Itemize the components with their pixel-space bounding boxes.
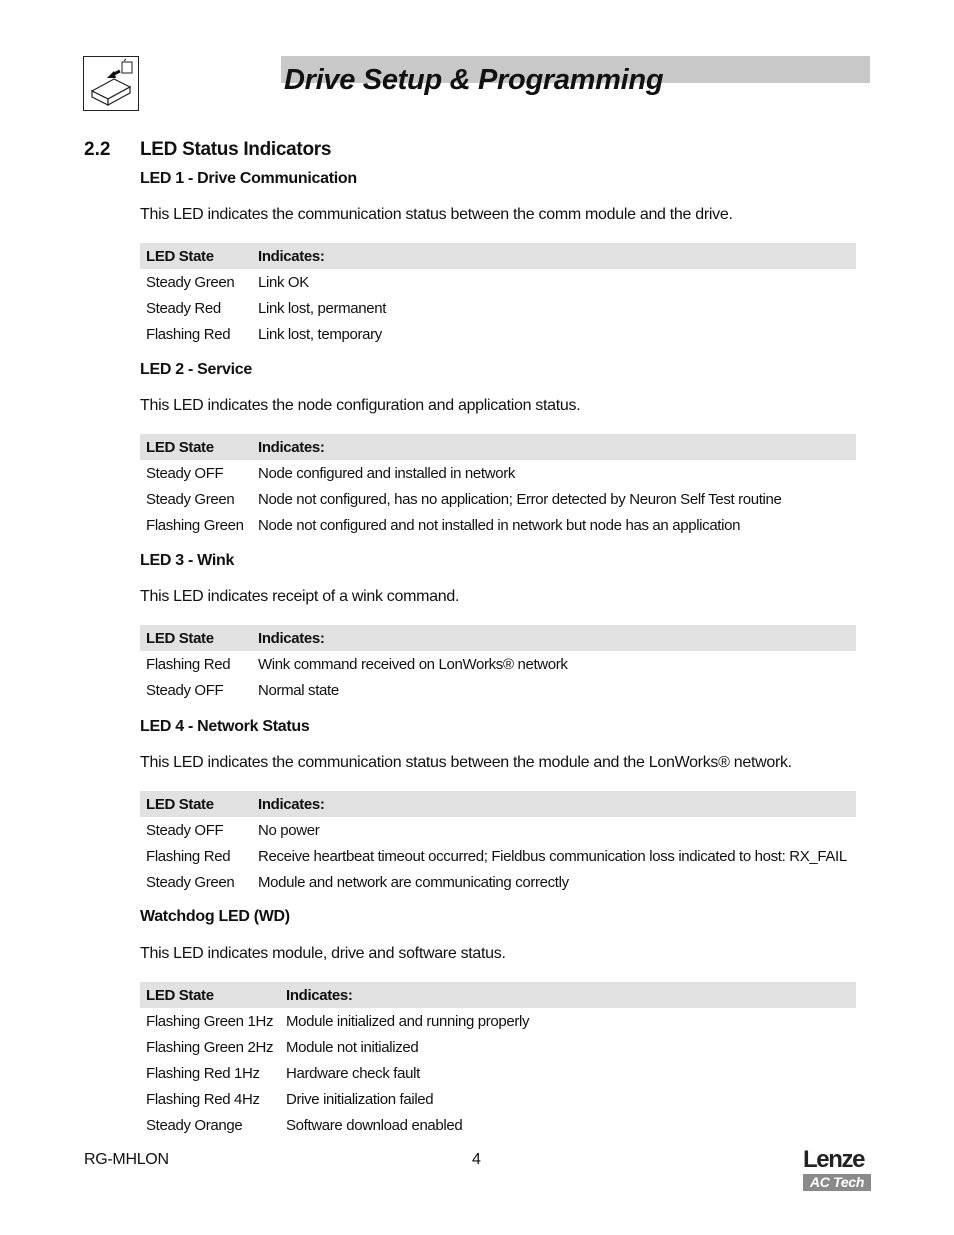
table-row <box>140 1086 856 1112</box>
col-indicates: Indicates: <box>252 243 856 269</box>
led-state: Steady Red <box>146 299 221 317</box>
led-indicates: Normal state <box>258 681 339 699</box>
led-indicates: Link OK <box>258 273 309 291</box>
led-state: Steady Green <box>146 873 235 891</box>
table-row <box>140 486 856 512</box>
table-row <box>140 651 856 677</box>
led4-heading: LED 4 - Network Status <box>140 718 310 735</box>
col-led-state: LED State <box>140 625 252 651</box>
table-header-row <box>140 982 856 1008</box>
table-header-row <box>140 243 856 269</box>
led-indicates: Node configured and installed in network <box>258 464 516 482</box>
led-state: Flashing Red 1Hz <box>146 1064 260 1082</box>
logo-wordmark: Lenze <box>803 1146 865 1173</box>
col-indicates: Indicates: <box>280 982 856 1008</box>
table-row <box>140 269 856 295</box>
page-title: Drive Setup & Programming <box>284 64 664 96</box>
led-indicates: Receive heartbeat timeout occurred; Fieldbus communication loss indicated to host: RX_FAIL <box>258 847 847 865</box>
col-indicates: Indicates: <box>252 434 856 460</box>
led-state: Steady OFF <box>146 681 224 699</box>
logo-subtitle: AC Tech <box>803 1174 871 1191</box>
led-state: Flashing Green 2Hz <box>146 1038 274 1056</box>
led-indicates: Drive initialization failed <box>286 1090 434 1108</box>
led-state: Flashing Red <box>146 655 231 673</box>
led-state: Flashing Green 1Hz <box>146 1012 274 1030</box>
col-led-state: LED State <box>140 791 252 817</box>
led3-description: This LED indicates receipt of a wink command. <box>140 588 460 605</box>
led1-heading: LED 1 - Drive Communication <box>140 170 357 187</box>
led-state: Steady OFF <box>146 464 224 482</box>
col-indicates: Indicates: <box>252 625 856 651</box>
col-led-state: LED State <box>140 982 280 1008</box>
led-state: Steady Green <box>146 490 235 508</box>
led-indicates: Wink command received on LonWorks® network <box>258 655 568 673</box>
table-row <box>140 843 856 869</box>
led-indicates: Node not configured, has no application; Error detected by Neuron Self Test routine <box>258 490 782 508</box>
led2-heading: LED 2 - Service <box>140 361 253 378</box>
document-id: RG-MHLON <box>84 1151 169 1168</box>
led-indicates: Link lost, temporary <box>258 325 382 343</box>
led-indicates: Hardware check fault <box>286 1064 420 1082</box>
table-row <box>140 512 856 538</box>
page-number: 4 <box>472 1151 481 1168</box>
led1-description: This LED indicates the communication status between the comm module and the drive. <box>140 206 733 223</box>
wd-heading: Watchdog LED (WD) <box>140 908 290 925</box>
led-state: Steady OFF <box>146 821 224 839</box>
lenze-logo <box>803 1148 871 1191</box>
led4-description: This LED indicates the communication status between the module and the LonWorks® network. <box>140 754 792 771</box>
led-indicates: Link lost, permanent <box>258 299 387 317</box>
table-row <box>140 869 856 895</box>
module-install-icon <box>83 56 139 111</box>
led-state: Steady Orange <box>146 1116 243 1134</box>
wd-table <box>140 982 856 1138</box>
led3-heading: LED 3 - Wink <box>140 552 235 569</box>
led2-table <box>140 434 856 538</box>
col-indicates: Indicates: <box>252 791 856 817</box>
led-state: Steady Green <box>146 273 235 291</box>
led4-table <box>140 791 856 895</box>
led-indicates: Module and network are communicating correctly <box>258 873 569 891</box>
led-indicates: No power <box>258 821 320 839</box>
col-led-state: LED State <box>140 243 252 269</box>
led-indicates: Software download enabled <box>286 1116 463 1134</box>
table-row <box>140 295 856 321</box>
table-header-row <box>140 434 856 460</box>
led3-table <box>140 625 856 703</box>
table-row <box>140 460 856 486</box>
led-state: Flashing Green <box>146 516 244 534</box>
led-indicates: Module initialized and running properly <box>286 1012 530 1030</box>
wd-description: This LED indicates module, drive and software status. <box>140 945 506 962</box>
table-row <box>140 1060 856 1086</box>
table-header-row <box>140 791 856 817</box>
table-row <box>140 1008 856 1034</box>
table-row <box>140 1034 856 1060</box>
led-indicates: Module not initialized <box>286 1038 419 1056</box>
table-row <box>140 1112 856 1138</box>
table-row <box>140 321 856 347</box>
table-row <box>140 817 856 843</box>
col-led-state: LED State <box>140 434 252 460</box>
table-header-row <box>140 625 856 651</box>
table-row <box>140 677 856 703</box>
led-indicates: Node not configured and not installed in network but node has an application <box>258 516 741 534</box>
led-state: Flashing Red 4Hz <box>146 1090 260 1108</box>
section-number: 2.2 <box>84 139 111 160</box>
led1-table <box>140 243 856 347</box>
led-state: Flashing Red <box>146 847 231 865</box>
led-state: Flashing Red <box>146 325 231 343</box>
section-title: LED Status Indicators <box>140 139 332 160</box>
led2-description: This LED indicates the node configuration and application status. <box>140 397 581 414</box>
